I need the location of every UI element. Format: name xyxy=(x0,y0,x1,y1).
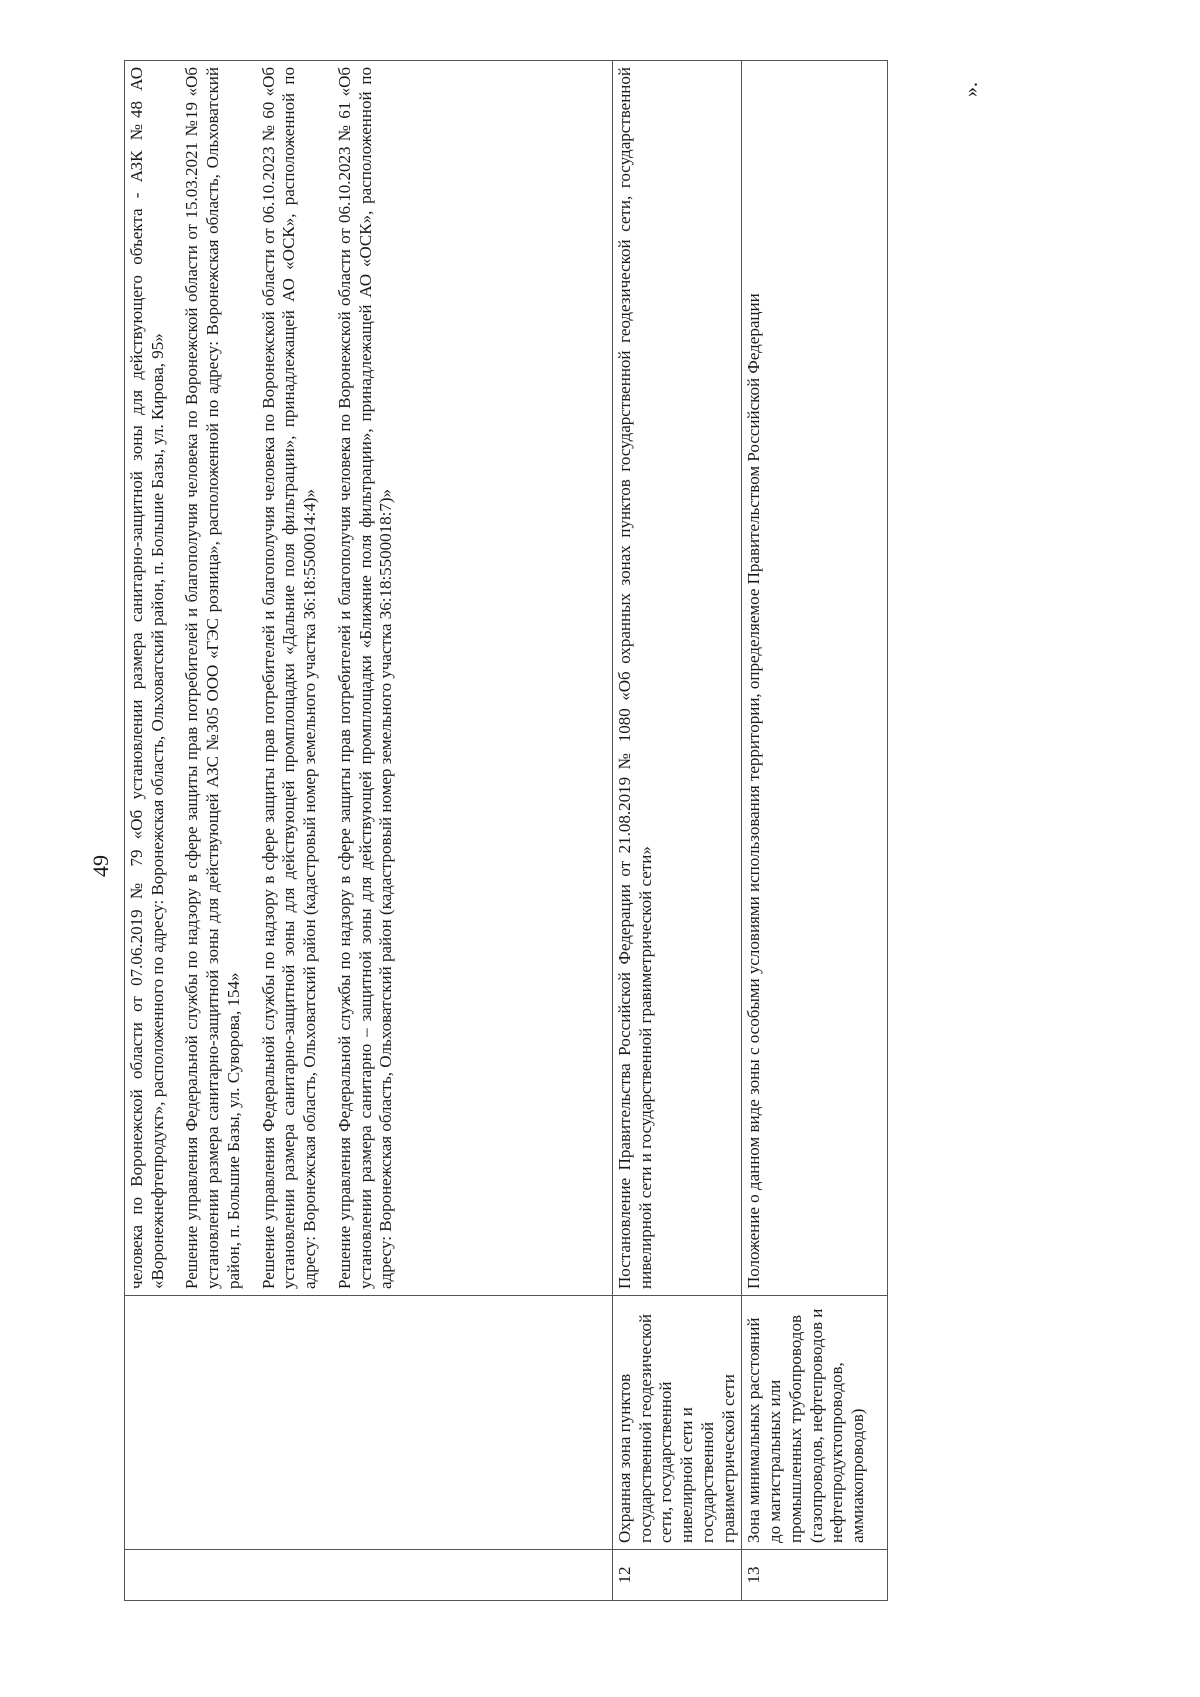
legal-document-text: человека по Воронежской области от 07.06.2019 № 79 «Об установлении размера санитарно-защитной зоны для действующего объекта - АЗК №48 АО «Воронежнефтепродукт», расположенного по адресу: Воронежская область, Ольховатский район, п. Большие Базы, ул. Кирова, 95» xyxy=(127,67,167,1289)
zone-name-cell xyxy=(125,1296,613,1550)
row-number-cell xyxy=(125,1550,613,1601)
legal-document-text: Постановление Правительства Российской Федерации от 21.08.2019 № 1080 «Об охранных зонах пунктов государственной геодезической сети, государственной нивелирной сети и государственной гравиметрической сети» xyxy=(615,67,655,1289)
row-number-cell: 13 xyxy=(742,1550,888,1601)
closing-quote: ». xyxy=(960,82,982,97)
row-number-cell: 12 xyxy=(613,1550,742,1601)
legal-document-text: Решение управления Федеральной службы по надзору в сфере защиты прав потребителей и благополучия человека по Воронежской области от 15.03.2021 №19 «Об установлении размера санитарно-защитной зоны для действующей АЗС №305 ООО «ГЭС розница», расположенной по адресу: Воронежская область, Ольховатский район, п. Большие Базы, ул. Суворова, 154» xyxy=(182,67,243,1289)
legal-document-text: Решение управления Федеральной службы по надзору в сфере защиты прав потребителей и благополучия человека по Воронежской области от 06.10.2023 № 61 «Об установлении размера санитарно – защитной зоны для действующей промплощадки «Ближние поля фильтрации», принадлежащей АО «ОСК», расположенной по адресу: Воронежская область, Ольховатский район (кадастровый номер земельного участка 36:18:5500018:7)» xyxy=(334,67,396,1289)
legal-basis-cell xyxy=(613,61,742,1296)
legal-basis-cell xyxy=(742,61,888,1296)
table-row xyxy=(613,61,742,1601)
zone-name-cell: Охранная зона пунктов государственной геодезической сети, государственной нивелирной сети и государственной гравиметрической сети xyxy=(613,1296,742,1550)
table-row xyxy=(742,61,888,1601)
legal-document-text: Положение о данном виде зоны с особыми условиями использования территории, определяемое Правительством Российской Федерации xyxy=(744,293,764,1289)
zone-name-cell: Зона минимальных расстояний до магистральных или промышленных трубопроводов (газопроводов, нефтепроводов и нефтепродуктопроводов, аммиакопроводов) xyxy=(742,1296,888,1550)
page-number: 49 xyxy=(88,855,113,877)
legal-document-text: Решение управления Федеральной службы по надзору в сфере защиты прав потребителей и благополучия человека по Воронежской области от 06.10.2023 № 60 «Об установлении размера санитарно-защитной зоны для действующей промплощадки «Дальние поля фильтрации», принадлежащей АО «ОСК», расположенной по адресу: Воронежская область, Ольховатский район (кадастровый номер земельного участка 36:18:5500014:4)» xyxy=(258,67,320,1289)
zones-table xyxy=(124,60,888,1601)
table-row xyxy=(125,61,613,1601)
legal-basis-cell xyxy=(125,61,613,1296)
